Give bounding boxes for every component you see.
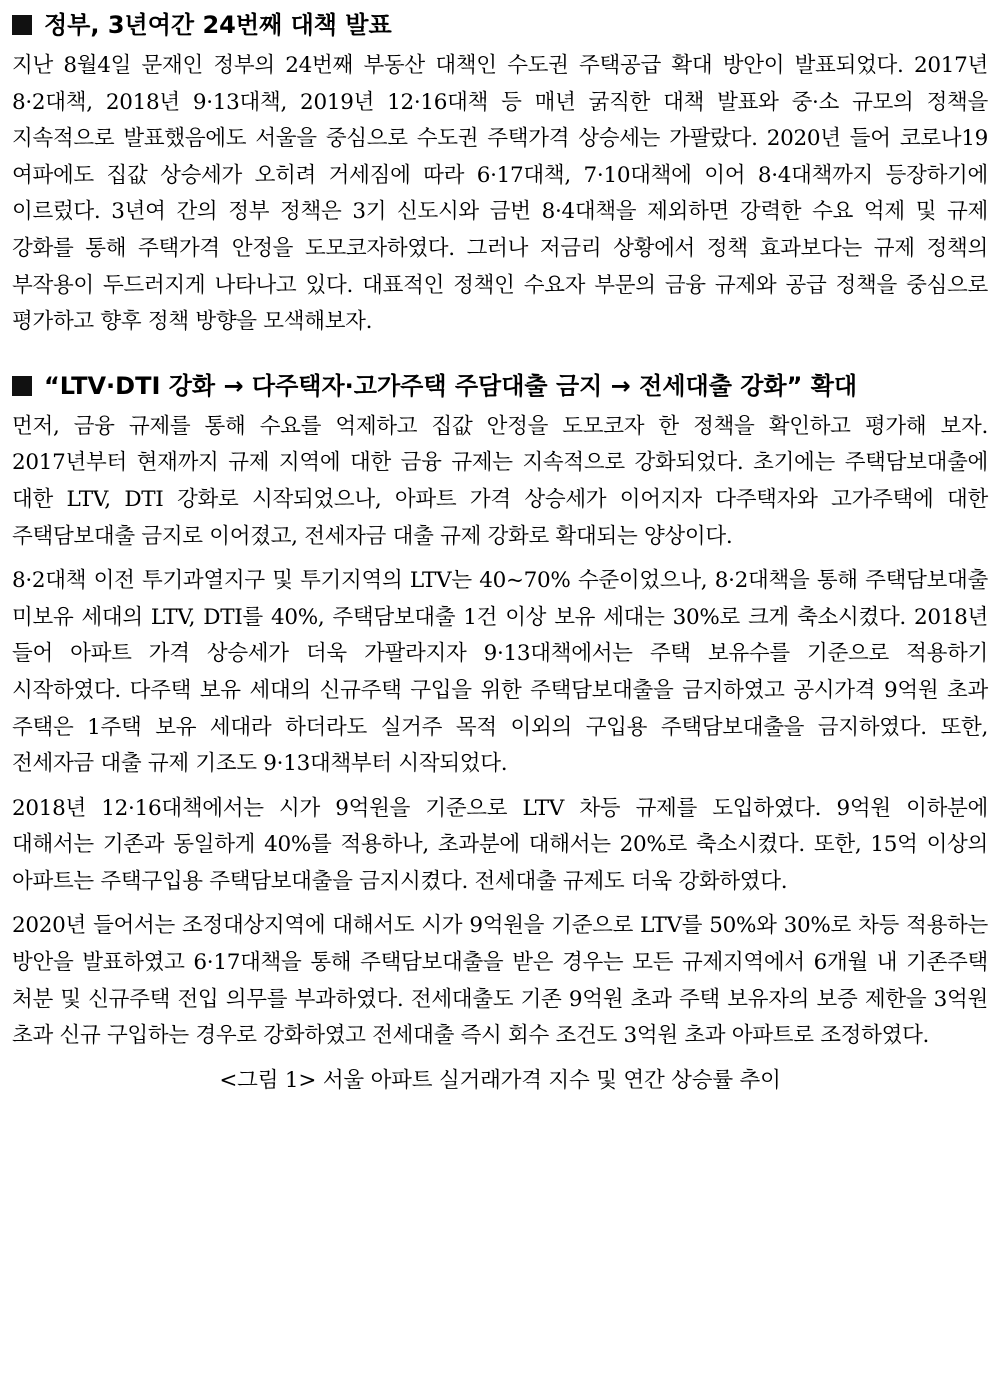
body-paragraph: 2018년 12·16대책에서는 시가 9억원을 기준으로 LTV 차등 규제를 도입하였다. 9억원 이하분에 대해서는 기존과 동일하게 40%를 적용하나, 초과분에 대해서는 20%로 축소시켰다. 또한, 15억 이상의 아파트는 주택구입용 주택담보대출을 금지시켰다. 전세대출 규제도 더욱 강화하였다. <box>12 795 988 894</box>
body-paragraph: 8·2대책 이전 투기과열지구 및 투기지역의 LTV는 40~70% 수준이었으나, 8·2대책을 통해 주택담보대출 미보유 세대의 LTV, DTI를 40%, 주택담보대출 1건 이상 보유 세대는 30%로 크게 축소시켰다. 2018년 들어 아파트 가격 상승세가 더욱 가팔라지자 9·13대책에서는 주택 보유수를 기준으로 적용하기 시작하였다. 다주택 보유 세대의 신규주택 구입을 위한 주택담보대출을 금지하였고 공시가격 9억원 초과 주택은 1주택 보유 세대라 하더라도 실거주 목적 이외의 구입용 주택담보대출을 금지하였다. 또한, 전세자금 대출 규제 기조도 9·13대책부터 시작되었다. <box>12 568 988 777</box>
section-heading <box>12 8 988 42</box>
section-heading-text: “LTV·DTI 강화 → 다주택자·고가주택 주담대출 금지 → 전세대출 강화” 확대 <box>44 371 858 400</box>
body-paragraph: 먼저, 금융 규제를 통해 수요를 억제하고 집값 안정을 도모코자 한 정책을 확인하고 평가해 보자. 2017년부터 현재까지 규제 지역에 대한 금융 규제는 지속적으로 강화되었다. 초기에는 주택담보대출에 대한 LTV, DTI 강화로 시작되었으나, 아파트 가격 상승세가 이어지자 다주택자와 고가주택에 대한 주택담보대출 금지로 이어졌고, 전세자금 대출 규제 강화로 확대되는 양상이다. <box>12 413 988 549</box>
section-heading <box>12 369 988 403</box>
square-bullet-icon <box>12 376 32 396</box>
body-paragraph: 2020년 들어서는 조정대상지역에 대해서도 시가 9억원을 기준으로 LTV를 50%와 30%로 차등 적용하는 방안을 발표하였고 6·17대책을 통해 주택담보대출을 받은 경우는 모든 규제지역에서 6개월 내 기존주택 처분 및 신규주택 전입 의무를 부과하였다. 전세대출도 기존 9억원 초과 주택 보유자의 보증 제한을 3억원 초과 신규 구입하는 경우로 강화하였고 전세대출 즉시 회수 조건도 3억원 초과 아파트로 조정하였다. <box>12 913 988 1049</box>
figure-caption: <그림 1> 서울 아파트 실거래가격 지수 및 연간 상승률 추이 <box>219 1067 781 1093</box>
body-paragraph: 지난 8월4일 문재인 정부의 24번째 부동산 대책인 수도권 주택공급 확대 방안이 발표되었다. 2017년 8·2대책, 2018년 9·13대책, 2019년 12·16대책 등 매년 굵직한 대책 발표와 중·소 규모의 정책을 지속적으로 발표했음에도 서울을 중심으로 수도권 주택가격 상승세는 가팔랐다. 2020년 들어 코로나19 여파에도 집값 상승세가 오히려 거세짐에 따라 6·17대책, 7·10대책에 이어 8·4대책까지 등장하기에 이르렀다. 3년여 간의 정부 정책은 3기 신도시와 금번 8·4대책을 제외하면 강력한 수요 억제 및 규제 강화를 통해 주택가격 안정을 도모코자하였다. 그러나 저금리 상황에서 정책 효과보다는 규제 정책의 부작용이 두드러지게 나타나고 있다. 대표적인 정책인 수요자 부문의 금융 규제와 공급 정책을 중심으로 평가하고 향후 정책 방향을 모색해보자. <box>12 53 988 335</box>
square-bullet-icon <box>12 15 32 35</box>
section-heading-text: 정부, 3년여간 24번째 대책 발표 <box>44 11 392 39</box>
